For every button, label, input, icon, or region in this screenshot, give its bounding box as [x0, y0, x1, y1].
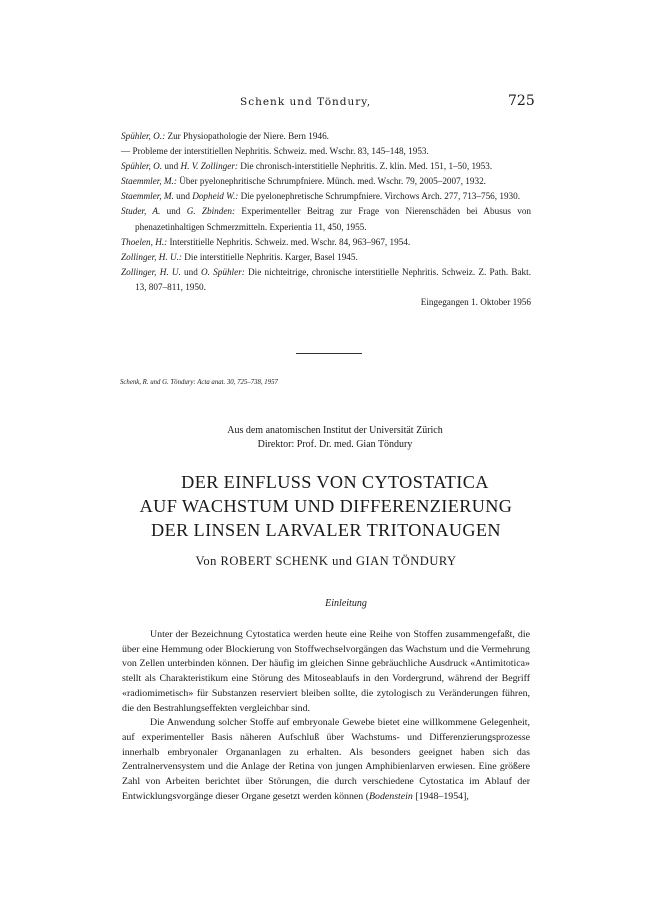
reference-conjunction: und	[162, 161, 181, 172]
reference-conjunction: und	[160, 206, 187, 217]
reference-conjunction: und	[173, 191, 193, 202]
reference-text: Interstitielle Nephritis. Schweiz. med. Wschr. 84, 963–967, 1954.	[167, 236, 411, 247]
reference-author: O. Spühler:	[201, 266, 245, 277]
reference-text: Die pyelonephretische Schrumpfniere. Virchows Arch. 277, 713–756, 1930.	[238, 191, 521, 202]
reference-author: Thoelen, H.:	[121, 236, 168, 247]
received-date: Eingegangen 1. Oktober 1956	[420, 297, 531, 308]
reference-text: Über pyelonephritische Schrumpfniere. Münch. med. Wschr. 79, 2005–2007, 1932.	[176, 176, 486, 187]
reference-author: Studer, A.	[121, 206, 161, 217]
reference-text: Probleme der interstitiellen Nephritis. Schweiz. med. Wschr. 83, 145–148, 1953.	[130, 146, 429, 157]
page-number: 725	[508, 93, 535, 109]
reference-dash: —	[121, 146, 131, 157]
reference-conjunction: und	[180, 266, 202, 277]
paragraph-text: Die Anwendung solcher Stoffe auf embryonale Gewebe bietet eine willkommene Gelegenheit, auf experimenteller Basis näheren Aufschluß über Wachstums- und Differenzierungsprozesse innerhalb embryonaler Organanlagen zu erhalten. Als besonders geeignet haben sich das Zentralnervensystem und die Anlage der Retina von jungen Amphibienlarven erwiesen. Eine größere Zahl von Arbeiten berichtet über Störungen, die durch verschiedene Cytostatica im Ablauf der Entwicklungsvorgänge dieser Organe gesetzt werden können (	[122, 717, 530, 802]
article-citation: Schenk, R. und G. Töndury: Acta anat. 30, 725–738, 1957	[120, 379, 278, 386]
reference-item	[121, 250, 531, 265]
reference-item	[121, 265, 531, 295]
title-line: DER LINSEN LARVALER TRITONAUGEN	[151, 520, 501, 540]
reference-author: Dopheid W.:	[192, 191, 239, 202]
reference-item	[121, 189, 531, 204]
paragraph	[122, 716, 530, 804]
reference-author: Staemmler, M.	[121, 191, 174, 202]
article-authors: Von ROBERT SCHENK und GIAN TÖNDURY	[195, 554, 457, 568]
paragraph-text: [1948–1954],	[412, 790, 469, 802]
reference-author: H. V. Zollinger:	[180, 161, 238, 172]
reference-text: Experimenteller Beitrag zur Frage von Nierenschäden bei Abusus von phenazetinhaltigen Schmerzmitteln. Experientia 11, 450, 1955.	[135, 206, 532, 232]
reference-author: Zollinger, H. U.	[121, 266, 181, 277]
reference-item	[121, 144, 531, 159]
title-line: AUF WACHSTUM UND DIFFERENZIERUNG	[139, 496, 513, 516]
reference-author: Staemmler, M.:	[121, 176, 177, 187]
director-line: Direktor: Prof. Dr. med. Gian Töndury	[257, 438, 413, 450]
reference-item	[121, 129, 531, 144]
article-title	[0, 470, 652, 542]
reference-author: Spühler, O.:	[121, 131, 166, 141]
reference-item	[121, 204, 531, 234]
body-text	[122, 628, 530, 804]
separator-rule	[296, 353, 362, 354]
title-line: DER EINFLUSS VON CYTOSTATICA	[181, 472, 489, 492]
inline-citation: Bodenstein	[368, 790, 413, 802]
reference-text: Die chronisch-interstitielle Nephritis. Z. klin. Med. 151, 1–50, 1953.	[237, 161, 493, 172]
reference-text: Zur Physiopathologie der Niere. Bern 1946.	[165, 131, 329, 141]
reference-text: Die nichteitrige, chronische interstitielle Nephritis. Schweiz. Z. Path. Bakt. 13, 807–811, 1950.	[135, 266, 532, 292]
reference-text: Die interstitielle Nephritis. Karger, Basel 1945.	[182, 251, 358, 262]
institute-block	[0, 424, 652, 451]
reference-item	[121, 235, 531, 250]
running-head-title: Schenk und Töndury,	[240, 96, 372, 108]
reference-author: G. Zbinden:	[186, 206, 236, 217]
reference-author: Zollinger, H. U.:	[121, 251, 182, 262]
section-heading: Einleitung	[325, 598, 367, 609]
reference-list	[121, 129, 531, 310]
paragraph: Unter der Bezeichnung Cytostatica werden heute eine Reihe von Stoffen zusammengefaßt, die über eine Hemmung oder Blockierung von Stoffwechselvorgängen das Wachstum und die Vermehrung von Zellen unterbinden können. Der häufig im gleichen Sinne gebräuchliche Ausdruck «Antimitotica» stellt als Charakteristikum eine Störung des Mitoseablaufs in den Vordergrund, während der Begriff «radiomimetisch» für Substanzen reserviert bleiben sollte, die zytologisch zu Veränderungen führen, die den Bestrahlungseffekten vergleichbar sind.	[122, 629, 530, 714]
reference-item	[121, 159, 531, 174]
reference-item	[121, 174, 531, 189]
institute-line: Aus dem anatomischen Institut der Universität Zürich	[227, 425, 443, 436]
reference-author: Spühler, O.	[121, 161, 163, 172]
running-head	[0, 93, 652, 112]
